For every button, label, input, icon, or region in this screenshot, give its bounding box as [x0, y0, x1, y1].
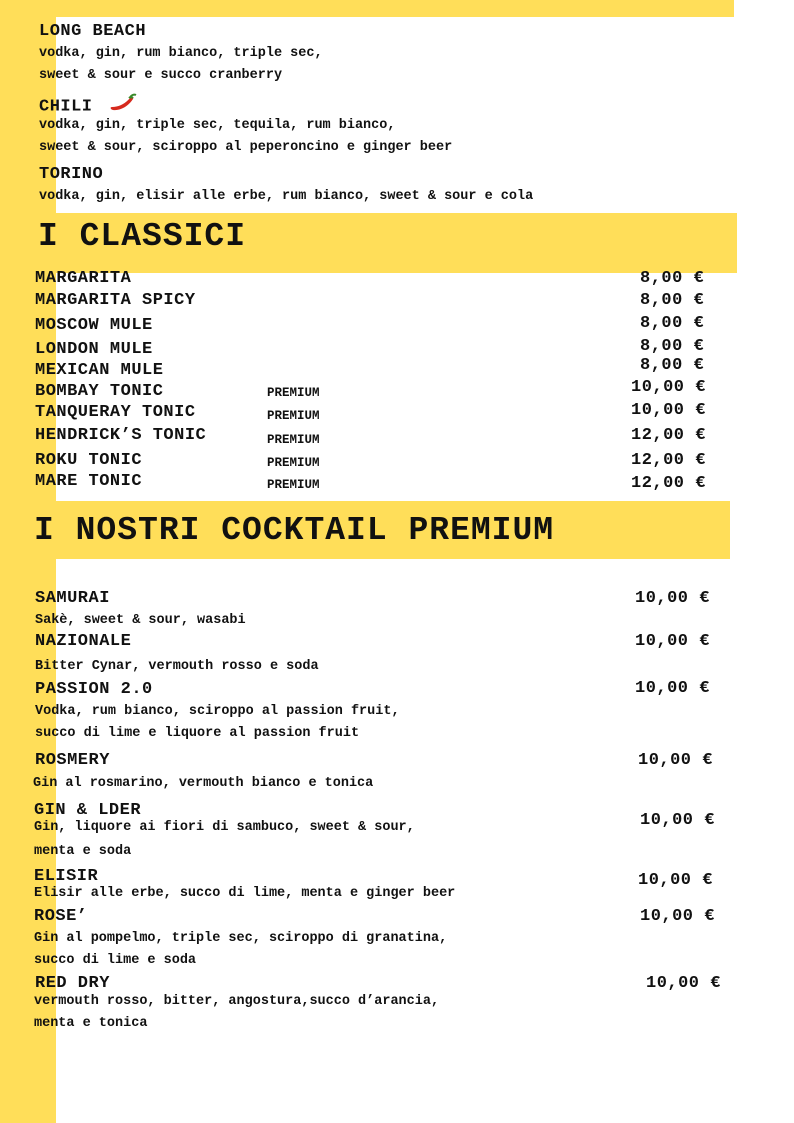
drink-price: 10,00 € — [640, 907, 715, 926]
drink-price: 12,00 € — [631, 451, 706, 470]
drink-name: HENDRICK’S TONIC — [35, 426, 207, 445]
drink-description: Sakè, sweet & sour, wasabi — [35, 613, 246, 628]
drink-name: RED DRY — [35, 974, 110, 993]
drink-description: Elisir alle erbe, succo di lime, menta e ginger beer — [34, 886, 456, 901]
premium-tag: PREMIUM — [267, 409, 320, 423]
drink-description: succo di lime e liquore al passion fruit — [35, 726, 360, 741]
drink-price: 12,00 € — [631, 474, 706, 493]
drink-name: MARGARITA — [35, 269, 132, 288]
drink-price: 8,00 € — [640, 356, 705, 375]
drink-name: GIN & LDER — [34, 801, 142, 820]
drink-description: Gin al pompelmo, triple sec, sciroppo di granatina, — [34, 931, 448, 946]
drink-price: 8,00 € — [640, 291, 705, 310]
chili-pepper-icon — [109, 93, 139, 119]
drink-name: ELISIR — [34, 867, 99, 886]
drink-price: 10,00 € — [631, 378, 706, 397]
drink-name: MOSCOW MULE — [35, 316, 153, 335]
drink-description: Bitter Cynar, vermouth rosso e soda — [35, 659, 319, 674]
drink-name: LONDON MULE — [35, 340, 153, 359]
cocktail-name: CHILI — [39, 97, 93, 117]
drink-name: TANQUERAY TONIC — [35, 403, 196, 422]
premium-tag: PREMIUM — [267, 456, 320, 470]
cocktail-description: vodka, gin, elisir alle erbe, rum bianco, sweet & sour e cola — [39, 189, 534, 204]
drink-description: menta e tonica — [34, 1016, 148, 1031]
cocktail-name: TORINO — [39, 165, 104, 184]
drink-price: 12,00 € — [631, 426, 706, 445]
drink-description: succo di lime e soda — [34, 953, 197, 968]
drink-name: ROSMERY — [35, 751, 110, 770]
drink-name: MEXICAN MULE — [35, 361, 164, 380]
premium-tag: PREMIUM — [267, 478, 320, 492]
drink-description: vermouth rosso, bitter, angostura,succo d’arancia, — [34, 994, 440, 1009]
drink-description: Gin al rosmarino, vermouth bianco e tonica — [33, 776, 374, 791]
drink-price: 10,00 € — [635, 679, 710, 698]
drink-description: Vodka, rum bianco, sciroppo al passion fruit, — [35, 704, 400, 719]
drink-price: 10,00 € — [631, 401, 706, 420]
drink-price: 8,00 € — [640, 337, 705, 356]
drink-price: 10,00 € — [635, 589, 710, 608]
cocktail-description: vodka, gin, triple sec, tequila, rum bianco, — [39, 118, 396, 133]
drink-price: 10,00 € — [638, 751, 713, 770]
drink-price: 10,00 € — [640, 811, 715, 830]
drink-description: Gin, liquore ai fiori di sambuco, sweet & sour, — [34, 820, 415, 835]
cocktail-name: LONG BEACH — [39, 22, 147, 41]
drink-name: ROKU TONIC — [35, 451, 143, 470]
cocktail-description: sweet & sour e succo cranberry — [39, 68, 283, 83]
drink-name: MARGARITA SPICY — [35, 291, 196, 310]
drink-name: NAZIONALE — [35, 632, 132, 651]
drink-price: 10,00 € — [635, 632, 710, 651]
drink-name: BOMBAY TONIC — [35, 382, 164, 401]
drink-name: ROSE’ — [34, 907, 88, 926]
section-heading-classici: I CLASSICI — [38, 218, 247, 255]
drink-price: 10,00 € — [646, 974, 721, 993]
drink-price: 8,00 € — [640, 269, 705, 288]
section-heading-premium: I NOSTRI COCKTAIL PREMIUM — [34, 512, 555, 549]
cocktail-description: sweet & sour, sciroppo al peperoncino e ginger beer — [39, 140, 453, 155]
drink-name: MARE TONIC — [35, 472, 143, 491]
premium-tag: PREMIUM — [267, 433, 320, 447]
drink-name: SAMURAI — [35, 589, 110, 608]
drink-price: 10,00 € — [638, 871, 713, 890]
drink-price: 8,00 € — [640, 314, 705, 333]
drink-name: PASSION 2.0 — [35, 680, 153, 699]
cocktail-description: vodka, gin, rum bianco, triple sec, — [39, 46, 323, 61]
drink-description: menta e soda — [34, 844, 132, 859]
top-yellow-band — [0, 0, 734, 17]
cocktail-name-row — [39, 93, 139, 119]
premium-tag: PREMIUM — [267, 386, 320, 400]
